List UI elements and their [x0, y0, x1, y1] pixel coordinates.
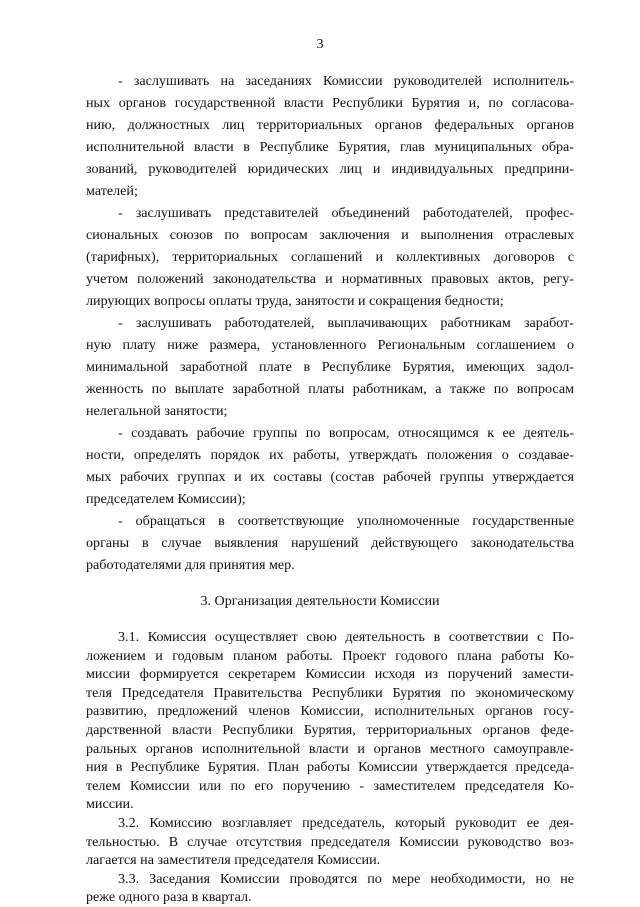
- text-line: исполнительной власти в Республике Бурятия, глав муниципальных обра-: [86, 139, 574, 155]
- text-line: телем Комиссии или по его поручению - заместителем председателя Ко-: [86, 777, 574, 794]
- text-line: женность по выплате заработной платы работникам, а также по вопросам: [86, 381, 574, 397]
- text-line: - создавать рабочие группы по вопросам, относящимся к ее деятель-: [118, 425, 574, 441]
- text-line: - заслушивать представителей объединений работодателей, профес-: [118, 205, 574, 221]
- text-line: лирующих вопросы оплаты труда, занятости и сокращения бедности;: [86, 293, 504, 309]
- text-line: зований, руководителей юридических лиц и индивидуальных предприни-: [86, 161, 574, 177]
- text-line: нию, должностных лиц территориальных органов федеральных органов: [86, 117, 574, 133]
- text-line: минимальной заработной плате в Республике Бурятия, имеющих задол-: [86, 359, 574, 375]
- text-line: теля Председателя Правительства Республики Бурятия по экономическому: [86, 684, 574, 701]
- text-line: органы в случае выявления нарушений действующего законодательства: [86, 535, 574, 551]
- text-line: 3.1. Комиссия осуществляет свою деятельность в соответствии с По-: [118, 629, 574, 645]
- text-line: ральных органов исполнительной власти и органов местного самоуправле-: [86, 740, 574, 757]
- text-line: мателей;: [86, 183, 138, 199]
- text-line: тельностью. В случае отсутствия председателя Комиссии руководство воз-: [86, 833, 574, 850]
- text-line: ложением и годовым планом работы. Проект годового плана работы Ко-: [86, 647, 574, 664]
- text-line: сиональных союзов по вопросам заключения и выполнения отраслевых: [86, 227, 574, 243]
- text-line: дарственной власти Республики Бурятия, территориальных органов феде-: [86, 722, 574, 738]
- text-line: - обращаться в соответствующие уполномоченные государственные: [118, 513, 574, 529]
- text-line: председателем Комиссии);: [86, 491, 246, 507]
- text-line: ности, определять порядок их работы, утверждать положения о создавае-: [86, 447, 574, 463]
- text-line: 3.3. Заседания Комиссии проводятся по мере необходимости, но не: [118, 870, 574, 887]
- text-line: миссии.: [86, 796, 134, 813]
- text-line: работодателями для принятия мер.: [86, 557, 295, 573]
- text-line: - заслушивать работодателей, выплачивающих работникам заработ-: [118, 315, 574, 331]
- text-line: нелегальной занятости;: [86, 403, 228, 419]
- text-line: лагается на заместителя председателя Комиссии.: [86, 852, 381, 869]
- text-line: учетом положений законодательства и нормативных правовых актов, регу-: [86, 271, 574, 287]
- text-line: ную плату ниже размера, установленного Региональным соглашением о: [86, 337, 574, 353]
- page-number: 3: [316, 36, 324, 52]
- section-heading: 3. Организация деятельности Комиссии: [200, 593, 440, 609]
- text-line: реже одного раза в квартал.: [86, 889, 252, 906]
- text-line: миссии формируется секретарем Комиссии исходя из поручений замести-: [86, 666, 574, 683]
- text-line: - заслушивать на заседаниях Комиссии руководителей исполнитель-: [118, 73, 574, 89]
- text-line: 3.2. Комиссию возглавляет председатель, который руководит ее дея-: [118, 815, 574, 831]
- text-line: мых рабочих группах и их составы (состав рабочей группы утверждается: [86, 469, 574, 485]
- text-line: (тарифных), территориальных соглашений и коллективных договоров с: [86, 249, 574, 265]
- text-line: ных органов государственной власти Республики Бурятия и, по согласова-: [86, 95, 574, 111]
- text-line: ния в Республике Бурятия. План работы Комиссии утверждается председа-: [86, 759, 574, 776]
- text-line: развитию, предложений членов Комиссии, исполнительных органов госу-: [86, 703, 574, 720]
